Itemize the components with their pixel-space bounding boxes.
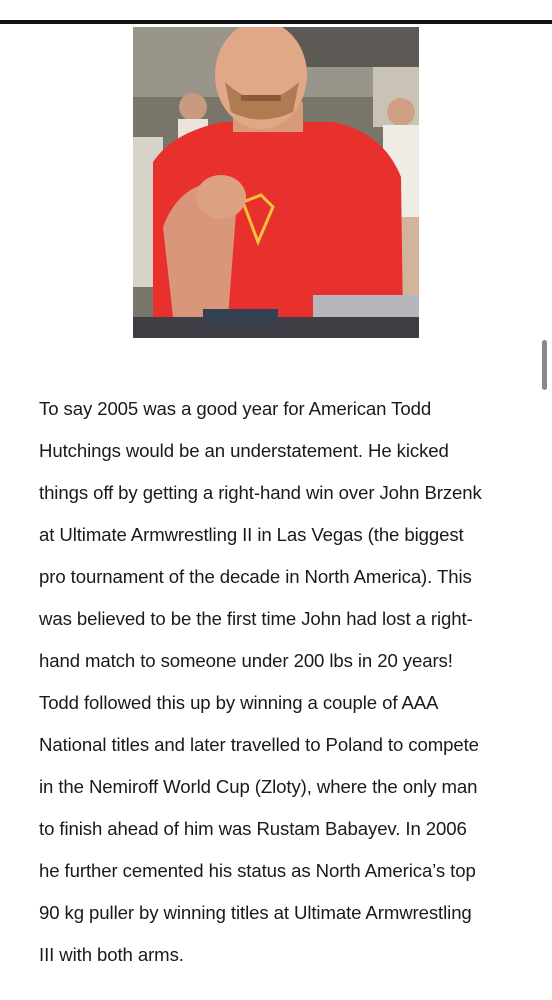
article-line: at Ultimate Armwrestling II in Las Vegas (the biggest xyxy=(39,524,464,545)
article-line: in the Nemiroff World Cup (Zloty), where the only man xyxy=(39,776,478,797)
article-line: 90 kg puller by winning titles at Ultimate Armwrestling xyxy=(39,902,472,923)
article-line: Hutchings would be an understatement. He kicked xyxy=(39,440,449,461)
article-line: pro tournament of the decade in North America). This xyxy=(39,566,472,587)
article-line: III with both arms. xyxy=(39,944,184,965)
article-line: things off by getting a right-hand win over John Brzenk xyxy=(39,482,482,503)
article-line: he further cemented his status as North America’s top xyxy=(39,860,476,881)
scrollbar-thumb[interactable] xyxy=(542,340,547,390)
arm-wrestler-photo xyxy=(133,27,419,338)
article-line: To say 2005 was a good year for American Todd xyxy=(39,398,432,419)
top-border xyxy=(0,0,552,24)
article-line: was believed to be the first time John had lost a right- xyxy=(39,608,473,629)
article-line: Todd followed this up by winning a couple of AAA xyxy=(39,692,439,713)
article-body xyxy=(39,388,539,976)
article-line: hand match to someone under 200 lbs in 20 years! xyxy=(39,650,453,671)
article-line: National titles and later travelled to Poland to compete xyxy=(39,734,479,755)
article-line: to finish ahead of him was Rustam Babayev. In 2006 xyxy=(39,818,467,839)
